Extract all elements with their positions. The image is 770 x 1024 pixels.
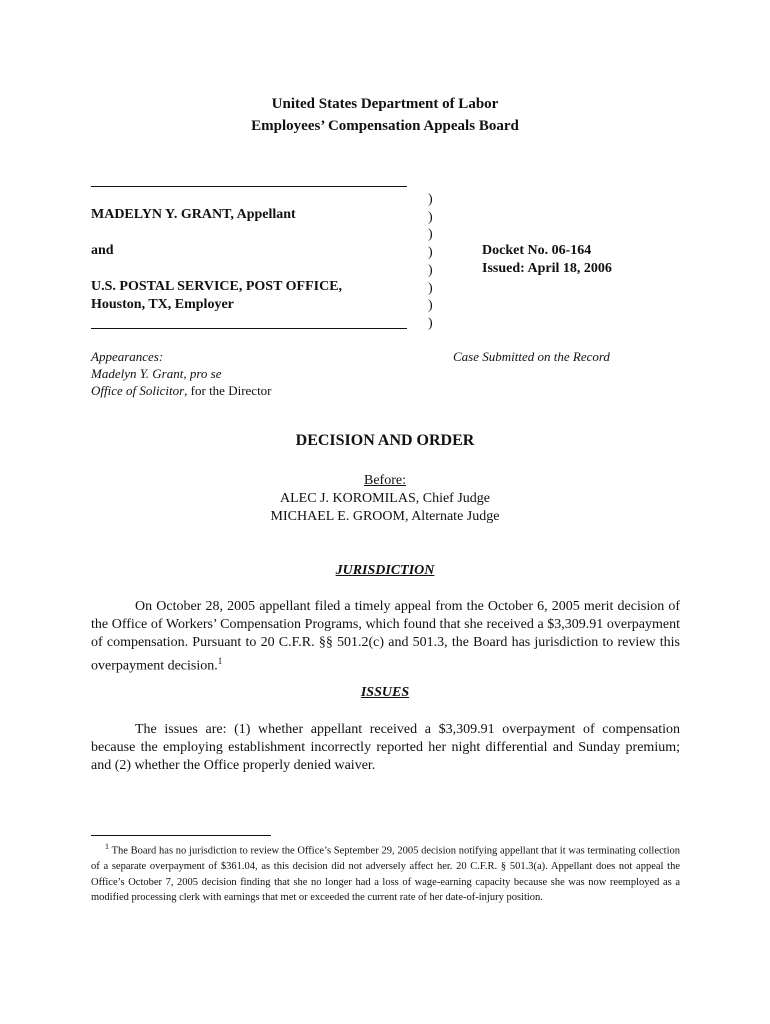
- submission-type: Case Submitted on the Record: [453, 349, 610, 364]
- caption-top-rule: [91, 186, 407, 187]
- solicitor-role: , for the Director: [184, 383, 272, 398]
- docket-number: Docket No. 06-164: [482, 243, 592, 258]
- caption-paren: ): [428, 315, 433, 331]
- jurisdiction-paragraph: [91, 598, 680, 676]
- caption-and: and: [91, 243, 114, 258]
- caption-paren: ): [428, 245, 433, 261]
- footnote-reference: 1: [217, 656, 223, 666]
- caption-paren: ): [428, 262, 433, 278]
- issued-date: Issued: April 18, 2006: [482, 261, 612, 276]
- solicitor-line: [91, 383, 272, 399]
- jurisdiction-heading: JURISDICTION: [335, 563, 435, 578]
- appellant-representative: Madelyn Y. Grant, pro se: [91, 366, 222, 381]
- footnote-rule: [91, 835, 271, 836]
- appellant-name: MADELYN Y. GRANT, Appellant: [91, 207, 296, 222]
- caption-paren: ): [428, 227, 433, 243]
- decision-title: DECISION AND ORDER: [295, 432, 475, 449]
- footnote-text: The Board has no jurisdiction to review the Office’s September 29, 2005 decision notifying appellant that it was terminating collection of a separate overpayment of $361.04, as this decision did not adversely affect her. 20 C.F.R. § 501.3(a). Appellant does not appeal the Office’s October 7, 2005 decision finding that she no longer had a loss of wage-earning capacity because she was now reemployed as a modified processing clerk with earnings that met or exceeded the current rate of her date-of-injury position.: [91, 845, 680, 904]
- caption-paren: ): [428, 298, 433, 314]
- jurisdiction-text: On October 28, 2005 appellant filed a timely appeal from the October 6, 2005 merit decision of the Office of Workers’ Compensation Programs, which found that she received a $3,309.91 overpayment of compensation. Pursuant to 20 C.F.R. §§ 501.2(c) and 501.3, the Board has jurisdiction to review this overpayment decision.: [91, 599, 680, 674]
- caption-paren: ): [428, 209, 433, 225]
- employer-line1: U.S. POSTAL SERVICE, POST OFFICE,: [91, 279, 343, 294]
- alternate-judge: MICHAEL E. GROOM, Alternate Judge: [270, 509, 500, 524]
- issues-text: The issues are: (1) whether appellant received a $3,309.91 overpayment of compensation because the employing establishment incorrectly reported her night differential and Sunday premium; and (2) whether the Office properly denied waiver.: [91, 722, 680, 773]
- employer-line2: Houston, TX, Employer: [91, 297, 234, 312]
- caption-paren: ): [428, 192, 433, 207]
- agency-title: United States Department of Labor: [271, 96, 499, 112]
- issues-heading: ISSUES: [360, 685, 410, 700]
- caption-bottom-rule: [91, 328, 407, 329]
- solicitor-office: Office of Solicitor: [91, 383, 185, 398]
- footnote-number: 1: [105, 842, 109, 851]
- appearances-label: Appearances:: [91, 349, 164, 364]
- footnote: [91, 839, 680, 906]
- caption-paren-column: [428, 191, 433, 333]
- caption-paren: ): [428, 280, 433, 296]
- issues-paragraph: [91, 721, 680, 775]
- chief-judge: ALEC J. KOROMILAS, Chief Judge: [280, 491, 490, 506]
- board-title: Employees’ Compensation Appeals Board: [251, 118, 519, 134]
- before-label: Before:: [364, 473, 406, 488]
